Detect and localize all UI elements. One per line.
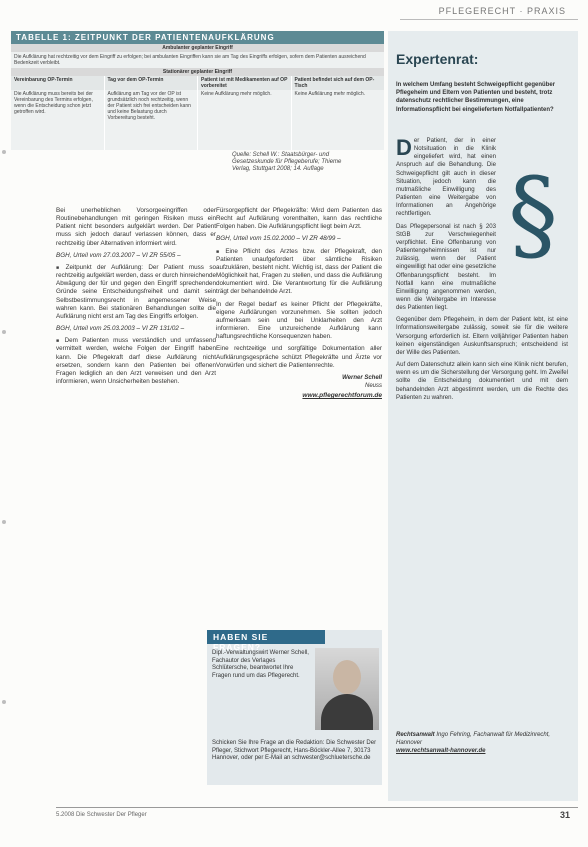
table-header-row xyxy=(11,76,384,90)
svg-text:§: § xyxy=(508,157,558,269)
drop-cap: D xyxy=(396,135,412,160)
sidebar-title: Expertenrat: xyxy=(396,51,479,67)
author-location: Neuss xyxy=(364,382,382,389)
margin-marker xyxy=(2,700,6,704)
sidebar-body xyxy=(396,137,568,402)
paragraph: Das Pflegepersonal ist nach § 203 StGB zur Verschwiegenheit verpflichtet. Eine Offenbarung von Patientengeheimnissen ist nur zulässig, wenn der Patient eingewilligt hat oder eine gesetzliche Offenbarungspflicht besteht. Im Notfall kann eine mutmaßliche Einwilligung angenommen werden, wenn die Weitergabe im Interesse des Patienten liegt. xyxy=(396,222,496,312)
author-label: Rechtsanwalt xyxy=(396,732,435,738)
table-cell: Keine Aufklärung mehr möglich. xyxy=(198,90,292,150)
sidebar-question: In welchem Umfang besteht Schweigepflicht gegenüber Pflegeheim und Eltern von Patienten und besteht, trotz datenschutz rechtlicher Bestimmungen, eine Informationspflicht bei eingeliefertem Notfallpatienten? xyxy=(396,82,556,113)
article-column-middle xyxy=(216,207,382,400)
margin-marker xyxy=(2,520,6,524)
expert-sidebar xyxy=(388,31,578,801)
author-name: Ingo Fehring, Fachanwalt für Medizinrecht, Hannover xyxy=(396,732,551,746)
website-link[interactable]: www.pflegerechtforum.de xyxy=(302,392,382,400)
section-rubric: PFLEGERECHT · PRAXIS xyxy=(438,6,566,16)
paragraph: Bei unerheblichen Vorsorgeeingriffen oder Routinebehandlungen mit geringen Risiken muss ein Patient nicht besonders aufgeklärt werden. Der Patient muss sich jedoch darauf verlassen können, dass er rechtzeitig über Alternativen informiert wird. xyxy=(56,207,216,247)
court-reference: BGH, Urteil vom 15.02.2000 – VI ZR 48/99 – xyxy=(216,235,341,243)
photo-shirt xyxy=(321,694,373,730)
footer-issue: 5.2008 Die Schwester Der Pfleger xyxy=(56,812,147,818)
table-band-ambulant: Ambulanter geplanter Eingriff xyxy=(11,44,384,52)
margin-marker xyxy=(2,150,6,154)
paragraph: er Patient, der in einer Notsituation in die Klinik eingeliefert wird, hat einen Anspruch auf die Behandlung. Die Schweigepflicht gilt auch in dieser Situation, jedoch kann die mutmaßliche Einwilligung des Patienten eine Weitergabe von Informationen an Angehörige rechtfertigen. xyxy=(396,137,496,218)
questions-box-contact: Schicken Sie Ihre Frage an die Redaktion: Die Schwester Der Pfleger, Stichwort Pflegerecht, Hans-Böckler-Allee 7, 30173 Hannover, oder per E-Mail an schwester@schluetersche.de xyxy=(212,740,377,762)
paragraph: ■ Eine Pflicht des Arztes bzw. der Pflegekraft, den Patienten unaufgefordert über sämtliche Risiken aufzuklären, besteht nicht. Wichtig ist, dass der Patient die Möglichkeit hat, Fragen zu stellen, und dass die Aufklärung dokumentiert wird. Die Verantwortung für die Aufklärung trägt der behandelnde Arzt. xyxy=(216,248,382,297)
questions-box-text: Dipl.-Verwaltungswirt Werner Schell, Fachautor des Verlages Schlütersche, beantwortet Ihre Fragen rund um das Pflegerecht. xyxy=(212,650,309,679)
table-header-cell: Patient ist mit Medikamenten auf OP vorbereitet xyxy=(198,76,292,90)
table-body-row xyxy=(11,90,384,150)
paragraph: Eine rechtzeitige und sorgfältige Dokumentation aller Aufklärungsgespräche schützt Pflegekräfte und Ärzte vor Vorwürfen und sichert die Patientenrechte. xyxy=(216,345,382,369)
timing-table xyxy=(11,31,384,149)
questions-box-title: HABEN SIE FRAGEN? xyxy=(207,630,325,644)
table-header-cell: Patient befindet sich auf dem OP-Tisch xyxy=(292,76,385,90)
table-band-stationaer: Stationärer geplanter Eingriff xyxy=(11,68,384,76)
table-title: TABELLE 1: ZEITPUNKT DER PATIENTENAUFKLÄRUNG xyxy=(11,31,384,44)
author-website-link[interactable]: www.rechtsanwalt-hannover.de xyxy=(396,748,486,754)
table-cell: Die Aufklärung muss bereits bei der Vereinbarung des Termins erfolgen, wenn die Entscheidung schon jetzt getroffen wird. xyxy=(11,90,105,150)
footer-rule xyxy=(56,807,578,808)
paragraph: Gegenüber dem Pflegeheim, in dem der Patient lebt, ist eine Informationsweitergabe zulässig, soweit sie für die weitere Versorgung erforderlich ist. Eltern volljähriger Patienten haben keinen eigenständigen Auskunftsanspruch; entscheidend ist der Wille des Patienten. xyxy=(396,316,568,356)
author-photo xyxy=(315,648,379,730)
paragraph: ■ Zeitpunkt der Aufklärung: Der Patient muss so rechtzeitig aufgeklärt werden, dass er durch hinreichende Abwägung der für und gegen den Eingriff sprechenden Gründe seine Entscheidungsfreiheit und damit sein Selbstbestimmungsrecht in angemessener Weise wahren kann. Bei stationären Behandlungen sollte die Aufklärung nicht erst am Tag des Eingriffs erfolgen. xyxy=(56,264,216,321)
header-rule xyxy=(400,19,578,20)
table-source-caption: Quelle: Schell W.: Staatsbürger- und Gesetzeskunde für Pflegeberufe; Thieme Verlag, Stuttgart 2008; 14. Auflage xyxy=(232,152,342,172)
margin-marker xyxy=(2,330,6,334)
court-reference: BGH, Urteil vom 27.03.2007 – VI ZR 55/05 – xyxy=(56,251,181,259)
table-header-cell: Tag vor dem OP-Termin xyxy=(105,76,199,90)
author-signature: Werner Schell xyxy=(342,374,382,381)
sidebar-author xyxy=(396,731,568,755)
table-cell: Keine Aufklärung mehr möglich. xyxy=(292,90,385,150)
table-header-cell: Vereinbarung OP-Termin xyxy=(11,76,105,90)
table-cell: Aufklärung am Tag vor der OP ist grundsätzlich noch rechtzeitig, wenn der Patient sich frei entscheiden kann und keine Belastung durch Vorbereitung besteht. xyxy=(105,90,199,150)
paragraph: ■ Dem Patienten muss verständlich und umfassend vermittelt werden, welche Folgen der Eingriff haben kann. Die Pflegekraft darf diese Aufklärung nicht ersetzen, sondern kann den Patienten bei offenen Fragen lediglich an den Arzt verweisen und den Arzt informieren, wenn Unsicherheiten bestehen. xyxy=(56,337,216,386)
paragraph: Auf dem Datenschutz allein kann sich eine Klinik nicht berufen, wenn es um die Sicherstellung der Versorgung geht. Im Zweifel sollte die Entscheidung dokumentiert und mit dem behandelnden Arzt abgestimmt werden, um die Rechte des Patienten zu wahren. xyxy=(396,361,568,401)
court-reference: BGH, Urteil vom 25.03.2003 – VI ZR 131/02 – xyxy=(56,325,185,333)
paragraph: In der Regel bedarf es keiner Pflicht der Pflegekräfte, eigene Aufklärungen vorzunehmen. Sie sollten jedoch aufmerksam sein und bei Unklarheiten den Arzt informieren. Eine unzureichende Aufklärung kann haftungsrechtliche Konsequenzen haben. xyxy=(216,300,382,341)
photo-face xyxy=(333,660,361,694)
questions-box xyxy=(207,630,382,785)
article-column-left xyxy=(56,207,216,390)
page-number: 31 xyxy=(559,810,570,820)
paragraph: Fürsorgepflicht der Pflegekräfte: Wird dem Patienten das Recht auf Aufklärung vorenthalten, kann das rechtliche Folgen haben. Die Aufklärungspflicht liegt beim Arzt. xyxy=(216,207,382,231)
table-ambulant-text: Die Aufklärung hat rechtzeitig vor dem Eingriff zu erfolgen; bei ambulanten Eingriffen kann sie am Tag des Eingriffs erfolgen, sofern dem Patienten ausreichend Bedenkzeit verbleibt. xyxy=(11,52,384,68)
